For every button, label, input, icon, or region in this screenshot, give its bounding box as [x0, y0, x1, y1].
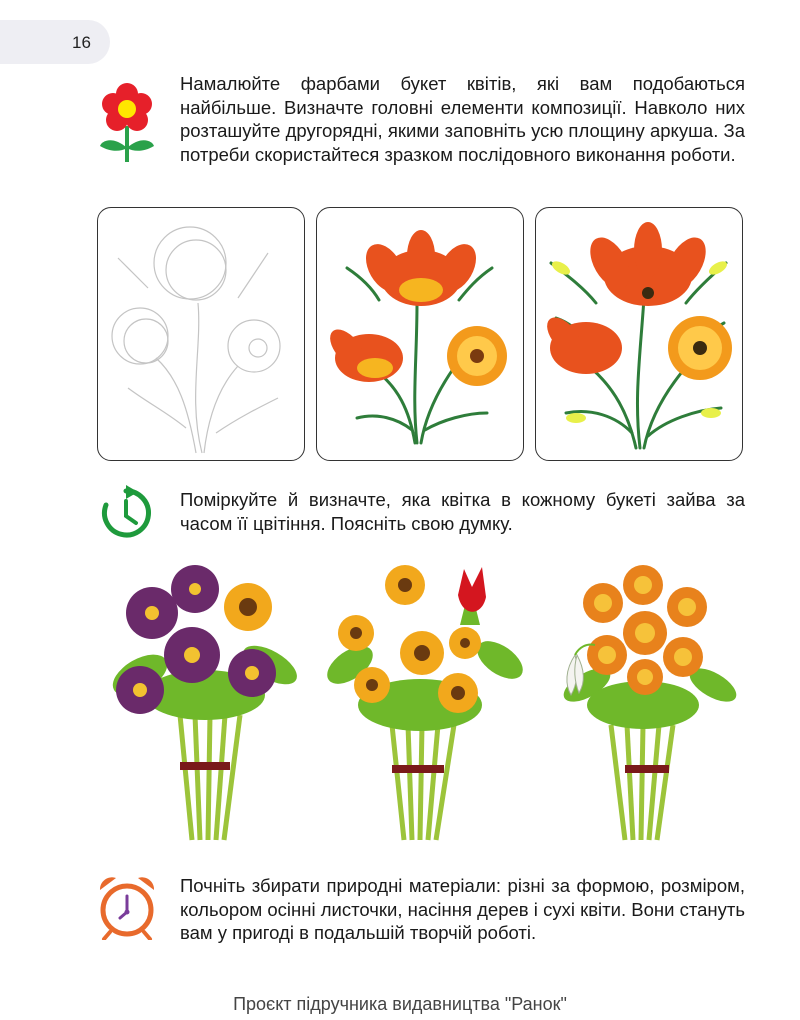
step-1-sketch-panel [97, 207, 305, 461]
task-2-text: Поміркуйте й визначте, яка квітка в кожному букеті зайва за часом її цвітіння. Поясніть свою думку. [180, 489, 745, 534]
bouquet-marigolds [545, 555, 755, 845]
task-1-text: Намалюйте фарбами букет квітів, які вам подобаються найбільше. Визначте головні елементи композиції. Навколо них розташуйте другорядні, якими заповніть усю площину аркуша. За потреби скористайтеся зразком послідовного виконання роботи. [180, 73, 745, 165]
bouquet-sunflowers [320, 555, 530, 845]
step-3-painting-panel [535, 207, 743, 461]
page-number-tab [0, 20, 110, 64]
bouquet-pansies [100, 555, 310, 845]
task-3-text: Почніть збирати природні матеріали: різні за формою, розміром, кольором осінні листочки, насіння дерев і сухі квіти. Вони стануть вам у пригоді в подальшій творчій роботі. [180, 875, 745, 943]
step-2-painting-panel [316, 207, 524, 461]
page-number: 16 [72, 33, 91, 52]
clock-refresh-icon [98, 485, 154, 541]
footer-publisher-note: Проєкт підручника видавництва "Ранок" [233, 994, 567, 1014]
alarm-clock-icon [96, 874, 158, 940]
flower-icon [98, 82, 156, 164]
